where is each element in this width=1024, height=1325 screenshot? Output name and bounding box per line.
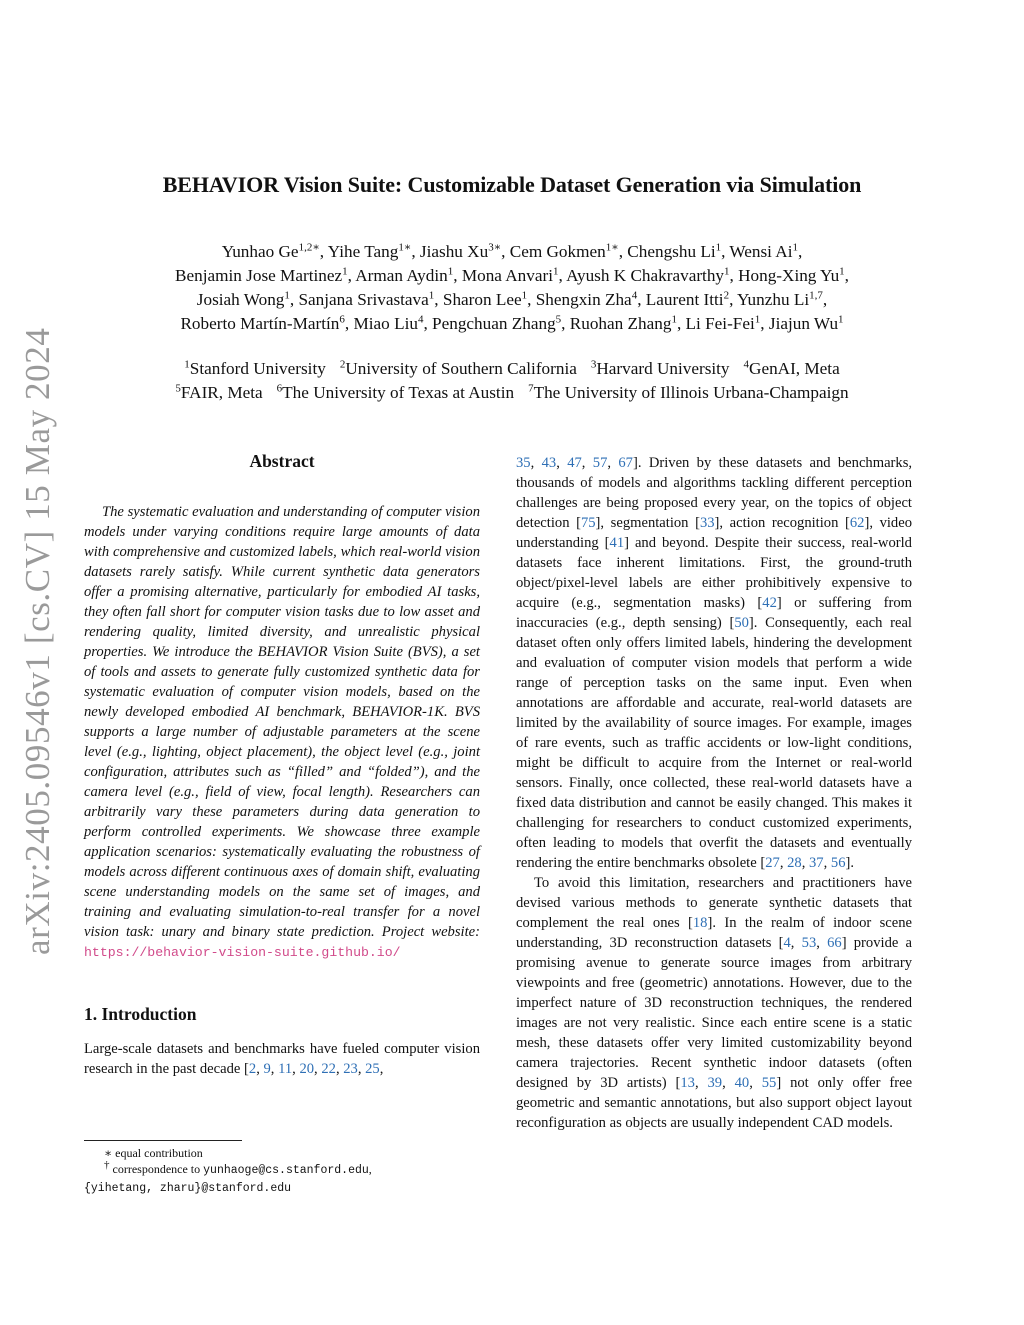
author: [510, 242, 628, 261]
author-name: Yihe Tang: [327, 242, 399, 261]
author-separator: ,: [558, 266, 567, 285]
author-name: Wensi Ai: [729, 242, 793, 261]
abstract-text: The systematic evaluation and understanding of computer vision models under varying conditions require large amounts of data with comprehensive and customized labels, which real-world vision datasets rarely satisfy. While current synthetic data generators offer a promising alternative, particularly for embodied AI tasks, they often fall short for computer vision tasks due to low asset and rendering quality, limited diversity, and unrealistic physical properties. We introduce the BEHAVIOR Vision Suite (BVS), a set of tools and assets to generate fully customized synthetic data for systematic evaluation of computer vision models, based on the newly developed embodied AI benchmark, BEHAVIOR-1K. BVS supports a large number of adjustable parameters at the scene level (e.g., lighting, object placement), the object level (e.g., joint configuration, attributes such as “filled” and “folded”), and the camera level (e.g., field of view, focal length). Researchers can arbitrarily vary these parameters during data generation to perform controlled experiments. We showcase three example application scenarios: systematically evaluating the robustness of models across different continuous axes of domain shift, evaluating scene understanding models on the same set of images, and training and evaluating simulation-to-real transfer for a novel vision task: unary and binary state prediction. Project website:: [84, 504, 480, 940]
intro-right-paragraph-1: [516, 453, 912, 873]
author-separator: ,: [319, 242, 328, 261]
author: [354, 314, 433, 333]
citation-link[interactable]: 20: [299, 1061, 315, 1077]
paragraph-text: ] provide a promising avenue to generate source images from arbitrary viewpoints and free (geometric) annotations. However, due to the imperfect nature of 3D reconstruction techniques, the rendered images are not very realistic. Since each entire scene is a static mesh, these datasets offer very limited customizability beyond camera trajectories. Recent synthetic indoor datasets (often designed by 3D artists) [: [516, 935, 913, 1091]
affiliation-name: Harvard University: [596, 359, 730, 378]
affiliation-mark: 2: [339, 358, 346, 371]
author: [432, 314, 570, 333]
author-affiliation-mark: 1: [521, 289, 528, 302]
footnote-emails: [84, 1179, 484, 1197]
corr-text: correspondence to: [112, 1162, 201, 1176]
author-separator: ,: [344, 314, 354, 333]
author-name: Jiashu Xu: [419, 242, 489, 261]
citation-link[interactable]: 37: [809, 855, 824, 871]
citation-link[interactable]: 23: [343, 1061, 358, 1077]
author: [443, 290, 536, 309]
author-name: Josiah Wong: [196, 290, 285, 309]
paragraph-text: Large-scale datasets and benchmarks have fueled computer vision research in the past decade [: [84, 1041, 480, 1077]
affiliation-name: Stanford University: [189, 359, 326, 378]
author-list: [70, 240, 954, 336]
paragraph-text: ], action recognition [: [714, 515, 850, 531]
citation-link[interactable]: 43: [541, 455, 557, 471]
arxiv-side-stamp: arXiv:2405.09546v1 [cs.CV] 15 May 2024: [18, 327, 57, 955]
affiliation-mark: 5: [175, 382, 181, 395]
author-separator: ,: [423, 314, 433, 333]
introduction-heading: 1. Introduction: [84, 1004, 197, 1024]
paragraph-text: ,: [790, 935, 802, 951]
citation-link[interactable]: 66: [827, 935, 842, 951]
author-name: Laurent Itti: [645, 290, 724, 309]
author-affiliation-mark: 1: [447, 265, 454, 278]
author-affiliation-mark: 3∗: [488, 241, 502, 254]
author: [328, 242, 420, 261]
footnote-rule: [84, 1140, 242, 1141]
author: [566, 266, 738, 285]
citation-link[interactable]: 55: [761, 1075, 777, 1091]
author-affiliation-mark: 2: [723, 289, 730, 302]
affiliation-mark: 6: [276, 382, 283, 395]
author-affiliation-mark: 1: [839, 265, 845, 278]
author-separator: ,: [411, 242, 420, 261]
affiliation-name: University of Southern California: [345, 359, 577, 378]
author: [355, 266, 462, 285]
author-separator: ,: [453, 266, 462, 285]
author-separator: ,: [289, 290, 299, 309]
citation-link[interactable]: 62: [849, 515, 865, 531]
author-name: Yunhao Ge: [221, 242, 299, 261]
author-name: Shengxin Zha: [535, 290, 632, 309]
paragraph-text: ,: [694, 1075, 708, 1091]
author-separator: ,: [347, 266, 356, 285]
author: [737, 290, 827, 309]
author-separator: ,: [501, 242, 510, 261]
author-affiliation-mark: 1,2∗: [298, 241, 320, 254]
affiliation-name: GenAI, Meta: [749, 359, 840, 378]
author: [175, 266, 355, 285]
citation-link[interactable]: 18: [692, 915, 708, 931]
author: [222, 242, 328, 261]
affiliation-name: The University of Illinois Urbana-Champaign: [533, 383, 849, 402]
affiliation-name: The University of Texas at Austin: [282, 383, 515, 402]
left-column: [84, 450, 480, 1079]
paragraph-text: ,: [292, 1061, 300, 1077]
citation-link[interactable]: 27: [765, 855, 780, 871]
author-separator: ,: [721, 242, 730, 261]
paragraph-text: ,: [581, 455, 593, 471]
author-name: Sharon Lee: [442, 290, 522, 309]
citation-link[interactable]: 47: [567, 455, 582, 471]
paragraph-text: ,: [816, 935, 828, 951]
abstract-body: [84, 502, 480, 963]
paragraph-text: ,: [779, 855, 788, 871]
secondary-emails[interactable]: {yihetang, zharu}@stanford.edu: [84, 1182, 292, 1195]
author-separator: ,: [676, 314, 686, 333]
author-affiliation-mark: 1: [284, 289, 290, 302]
paper-title: BEHAVIOR Vision Suite: Customizable Dataset Generation via Simulation: [162, 172, 862, 197]
citation-link[interactable]: 28: [787, 855, 802, 871]
author-name: Cem Gokmen: [509, 242, 606, 261]
project-website-link[interactable]: https://behavior-vision-suite.github.io/: [84, 945, 401, 960]
corr-trailing: ,: [368, 1162, 372, 1176]
paragraph-text: ] and beyond. Despite their success, real-world datasets face inherent limitations. First, the ground-truth object/pixel-level labels are either prohibitively expensive to acquire (e.g., segmentation masks) [: [516, 535, 912, 611]
paragraph-text: ,: [801, 855, 809, 871]
author: [180, 314, 353, 333]
author-affiliation-mark: 1,7: [809, 289, 823, 302]
paragraph-text: ,: [379, 1061, 384, 1077]
author-affiliation-mark: 6: [339, 313, 345, 326]
author-affiliation-mark: 1: [792, 241, 798, 254]
paragraph-text: ,: [722, 1075, 735, 1091]
citation-link[interactable]: 13: [680, 1075, 695, 1091]
author: [570, 314, 686, 333]
author-affiliation-mark: 1: [715, 241, 722, 254]
author-affiliation-mark: 1: [754, 313, 761, 326]
author-separator: ,: [798, 242, 803, 261]
footnote-equal-contribution: [84, 1145, 484, 1161]
author-separator: ,: [561, 314, 570, 333]
author-affiliation-mark: 4: [631, 289, 638, 302]
author: [298, 290, 442, 309]
paragraph-text: ], video understanding [: [516, 515, 912, 551]
author: [462, 266, 566, 285]
corr-mark: †: [104, 1159, 110, 1171]
right-column: [516, 453, 912, 1133]
paragraph-text: To avoid this limitation, researchers and practitioners have devised various methods to generate synthetic datasets that complement the real ones [: [516, 875, 912, 931]
citation-link[interactable]: 57: [592, 455, 608, 471]
author-name: Pengchuan Zhang: [432, 314, 556, 333]
author-affiliation-mark: 5: [555, 313, 562, 326]
author: [729, 242, 802, 261]
citation-link[interactable]: 22: [321, 1061, 336, 1077]
paragraph-text: ]. Driven by these datasets and benchmarks, thousands of models and algorithms tackling different perception challenges are being proposed every year, on the topics of object detection [: [516, 455, 913, 531]
author: [197, 290, 299, 309]
author-name: Arman Aydin: [355, 266, 448, 285]
footnotes: [84, 1145, 484, 1197]
paragraph-text: ,: [530, 455, 542, 471]
paragraph-text: ,: [314, 1061, 322, 1077]
citation-link[interactable]: 25: [365, 1061, 380, 1077]
intro-right-paragraph-2: [516, 873, 912, 1133]
author-affiliation-mark: 1: [838, 313, 844, 326]
citation-link[interactable]: 56: [830, 855, 846, 871]
corr-email-link[interactable]: yunhaoge@cs.stanford.edu: [203, 1164, 369, 1177]
paragraph-text: ] not only offer free geometric and semantic annotations, but also support object layout reconfiguration as objects are usually independent CAD models.: [516, 1075, 913, 1131]
citation-link[interactable]: 75: [580, 515, 596, 531]
author-name: Hong-Xing Yu: [738, 266, 840, 285]
paragraph-text: ,: [749, 1075, 762, 1091]
author: [536, 290, 646, 309]
paragraph-text: ,: [823, 855, 831, 871]
author-name: Li Fei-Fei: [685, 314, 755, 333]
author-affiliation-mark: 4: [417, 313, 424, 326]
affiliation-mark: 1: [184, 358, 190, 371]
author-name: Ruohan Zhang: [569, 314, 672, 333]
equal-mark: ∗: [104, 1146, 113, 1160]
author-name: Roberto Martín-Martín: [180, 314, 340, 333]
author-separator: ,: [527, 290, 536, 309]
author-separator: ,: [637, 290, 646, 309]
author-name: Yunzhu Li: [737, 290, 810, 309]
author-name: Sanjana Srivastava: [298, 290, 429, 309]
author: [686, 314, 769, 333]
paragraph-text: ,: [270, 1061, 279, 1077]
citation-link[interactable]: 33: [699, 515, 715, 531]
citation-link[interactable]: 2: [248, 1061, 257, 1077]
author-name: Miao Liu: [353, 314, 418, 333]
affiliation-list: [70, 357, 954, 405]
citation-link[interactable]: 35: [516, 455, 531, 471]
author-name: Mona Anvari: [461, 266, 553, 285]
paragraph-text: ], segmentation [: [595, 515, 700, 531]
paragraph-text: ,: [256, 1061, 264, 1077]
author-affiliation-mark: 1∗: [605, 241, 619, 254]
intro-left-paragraph: [84, 1039, 480, 1079]
affiliation-name: FAIR, Meta: [180, 383, 263, 402]
paragraph-text: ,: [556, 455, 568, 471]
author-separator: ,: [618, 242, 628, 261]
author-affiliation-mark: 1: [428, 289, 435, 302]
author-separator: ,: [822, 290, 828, 309]
equal-text: equal contribution: [115, 1146, 203, 1160]
author-separator: ,: [844, 266, 849, 285]
paragraph-text: ]. In the realm of indoor scene understanding, 3D reconstruction datasets [: [516, 915, 912, 951]
author-affiliation-mark: 1: [553, 265, 559, 278]
citation-link[interactable]: 40: [734, 1075, 750, 1091]
citation-link[interactable]: 4: [783, 935, 791, 951]
author: [646, 290, 737, 309]
affiliation-line: [70, 381, 954, 405]
author-affiliation-mark: 1: [671, 313, 677, 326]
author: [738, 266, 849, 285]
affiliation-mark: 4: [743, 358, 750, 371]
author-affiliation-mark: 1: [724, 265, 730, 278]
affiliation-line: [70, 357, 954, 381]
paragraph-text: ,: [357, 1061, 366, 1077]
citation-link[interactable]: 50: [734, 615, 749, 631]
author-name: Chengshu Li: [627, 242, 716, 261]
author: [769, 314, 844, 333]
citation-link[interactable]: 53: [801, 935, 817, 951]
paragraph-text: ,: [607, 455, 619, 471]
citation-link[interactable]: 41: [609, 535, 625, 551]
author: [420, 242, 510, 261]
footnote-correspondence: [84, 1161, 484, 1179]
paragraph-text: ] or suffering from inaccuracies (e.g., depth sensing) [: [516, 595, 913, 631]
citation-link[interactable]: 11: [278, 1061, 293, 1077]
author-separator: ,: [729, 290, 738, 309]
citation-link[interactable]: 39: [707, 1075, 723, 1091]
affiliation-mark: 3: [590, 358, 597, 371]
paragraph-text: ]. Consequently, each real dataset often only offers limited labels, hindering the development and evaluation of computer vision models that perform a wide range of perception tasks on the same input. Even when annotations are affordable and accurate, real-world datasets are limited by the availability of source images. For example, images of rare events, such as traffic accidents or low-light conditions, might be difficult to acquire from the Internet or real-world sensors. Finally, once collected, these real-world datasets have a fixed data distribution and cannot be easily changed. This makes it challenging for researchers to conduct customized experiments, often leading to models that overfit the datasets and eventually rendering the entire benchmarks obsolete [: [516, 615, 912, 871]
affiliation-mark: 7: [528, 382, 534, 395]
citation-link[interactable]: 9: [263, 1061, 271, 1077]
paragraph-text: ].: [845, 855, 854, 871]
author-name: Ayush K Chakravarthy: [566, 266, 725, 285]
paragraph-text: ,: [335, 1061, 344, 1077]
citation-link[interactable]: 42: [762, 595, 777, 611]
author-separator: ,: [729, 266, 739, 285]
author: [627, 242, 729, 261]
author-affiliation-mark: 1∗: [398, 241, 412, 254]
abstract-heading: Abstract: [249, 451, 315, 471]
author-separator: ,: [760, 314, 769, 333]
author-name: Jiajun Wu: [768, 314, 839, 333]
author-separator: ,: [434, 290, 443, 309]
author-affiliation-mark: 1: [342, 265, 348, 278]
citation-link[interactable]: 67: [618, 455, 633, 471]
author-name: Benjamin Jose Martinez: [175, 266, 343, 285]
